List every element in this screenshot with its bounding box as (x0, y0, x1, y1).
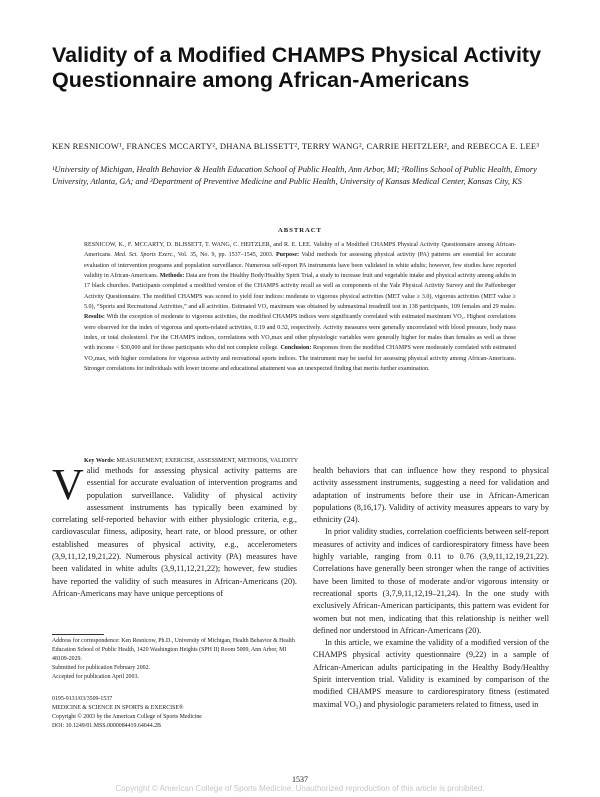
body-paragraph-2: In prior validity studies, correlation coefficients between self-report measures of activity and indices of cardiorespiratory fitness have been highly variable, ranging from 0.11 to 0.76 (3,9,11,12,19,21,22). Correlations have generally been stronger when the range of activities have been limited to those of moderate and/or vigorous intensity or recreational sports (3,7,9,11,12,19–21,24). In the one study with exclusively African-American participants, this pattern was evident for women but not men, indicating that this relationship is neither well defined nor understood in African-Americans (20). (313, 527, 549, 635)
results-label: Results: (84, 314, 105, 321)
accepted-date: Accepted for publication April 2003. (52, 674, 139, 680)
methods-label: Methods: (159, 273, 185, 280)
abstract-journal: Med. Sci. Sports Exerc., (114, 252, 176, 259)
abstract-citation: RESNICOW, K., F. MCCARTY, D. BLISSETT, T. WANG, C. HEITZLER, and R. E. LEE. Validity of a Modified CHAMPS Physical Activity Questionnaire among African-Americans. (84, 242, 516, 259)
purpose-label: Purpose: (275, 252, 300, 259)
footnote-divider (52, 634, 104, 635)
keywords-label: Key Words: (84, 458, 115, 464)
keywords-text: MEASUREMENT, EXERCISE, ASSESSMENT, METHODS, VALIDITY (116, 458, 299, 464)
journal-name: MEDICINE & SCIENCE IN SPORTS & EXERCISE® (52, 705, 184, 712)
copyright-watermark: Copyright © American College of Sports Medicine. Unauthorized reproduction of this article is prohibited. (115, 784, 485, 793)
body-column-right (313, 465, 549, 711)
correspondence-footnote (52, 637, 302, 682)
author-list: KEN RESNICOW¹, FRANCES MCCARTY², DHANA BLISSETT², TERRY WANG², CARRIE HEITZLER², and REBECCA E. LEE³ (52, 141, 540, 151)
methods-text: Data are from the Healthy Body/Healthy Spirit Trial, a study to increase fruit and vegetable intake and physical activity among adults in 17 black churches. Participants completed a modified version of the CHAMPS activity recall as well as components of the Yale Physical Activity Survey and the Paffenberger Activity Questionnaire. The modified CHAMPS was scored to yield four indices: moderate to vigorous physical activities (MET value ≥ 3.0), vigorous activities (MET value ≥ 5.0), “Sports and Recreational Activities,” and all activities. Estimated VO₂ maximum was obtained by submaximal treadmill test in 138 participants, 109 females and 29 males. (84, 273, 516, 311)
conclusion-label: Conclusion: (280, 345, 312, 352)
results-text: With the exception of moderate to vigorous activities, the modified CHAMPS indices were significantly correlated with estimated maximum VO₂. Highest correlations were observed for the index of vigorous and sports-related activities, 0.19 and 0.32, respectively. Activity measures were generally uncorrelated with blood pressure, body mass index, or total cholesterol. For the CHAMPS indices, correlations with VO₂max and other physiologic variables were generally higher for males than females as well as those with income < $30,000 and for those participants who did not complete college. (84, 314, 516, 352)
intro-text: alid methods for assessing physical activity patterns are essential for accurate evaluation of intervention programs and population surveillance. Validity of physical activity assessment instruments has typically been examined by correlating self-reported behavior with either physiologic criteria, e.g., cardiovascular fitness, adiposity, heart rate, or blood pressure, or other established measures of physical activity, e.g., accelerometers (3,9,11,12,19,21,22). Numerous physical activity (PA) measures have been validated in white adults (3,9,11,12,21,22); however, few studies have reported the validity of such measures in African-Americans (20). African-Americans may have unique perceptions of (52, 466, 297, 598)
abstract-text (84, 240, 516, 374)
purpose-text: Valid methods for assessing physical activity (PA) patterns are essential for accurate evaluation of intervention programs and population surveillance. Numerous self-report PA instruments have been validated in white adults; however, few studies have reported validity in African-Americans. (84, 252, 516, 280)
abstract-heading: ABSTRACT (278, 227, 322, 234)
publication-info (52, 695, 302, 731)
abstract-citation-tail: Vol. 35, No. 9, pp. 1537–1545, 2003. (177, 252, 274, 259)
submitted-date: Submitted for publication February 2002. (52, 665, 150, 671)
author-affiliations: ¹University of Michigan, Health Behavior & Health Education School of Public Health, Ann Arbor, MI; ²Rollins School of Public Health, Emory University, Atlanta, GA; and ³Department of Preventive Medicine and Public Health, University of Kansas Medical Center, Kansas City, KS (52, 165, 537, 187)
conclusion-text: Responses from the modified CHAMPS were moderately correlated with estimated VO₂max, with higher correlations for vigorous activity and recreational sports indices. The instrument may be useful for assessing physical activity among African-Americans. Stronger correlations for individuals with lower income and educational attainment was an unexpected finding that merits further examination. (84, 345, 516, 373)
doi: DOI: 10.1249/01.MSS.0000084419.64044.2B (52, 723, 161, 730)
drop-cap: V (52, 460, 84, 509)
correspondence-address: Address for correspondence: Ken Resnicow, Ph.D., University of Michigan, Health Behavior & Health Education School of Public Health, 1420 Washington Heights (SPH II) Room 5009, Ann Arbor, MI 48109-2029. (52, 638, 295, 662)
article-title: Validity of a Modified CHAMPS Physical Activity Questionnaire among African-Americans (52, 43, 542, 92)
body-paragraph-3: In this article, we examine the validity of a modified version of the CHAMPS physical activity questionnaire (9,22) in a sample of African-American adults participating in the Healthy Body/Healthy Spirit intervention trial. Validity is examined by comparison of the modified CHAMPS measure to cardiorespiratory fitness (estimated maximal VO₂) and physiologic parameters related to fitness, used in (313, 638, 549, 709)
issn: 0195-9131/03/3509-1537 (52, 696, 113, 702)
body-paragraph-1: health behaviors that can influence how they respond to physical activity assessment instruments, suggesting a need for validation and adaptation of instruments before their use in African-American populations (8,16,17). Validity of activity measures appears to vary by ethnicity (24). (313, 466, 549, 525)
page-number: 1537 (292, 775, 308, 784)
copyright-line: Copyright © 2003 by the American College of Sports Medicine (52, 714, 202, 721)
